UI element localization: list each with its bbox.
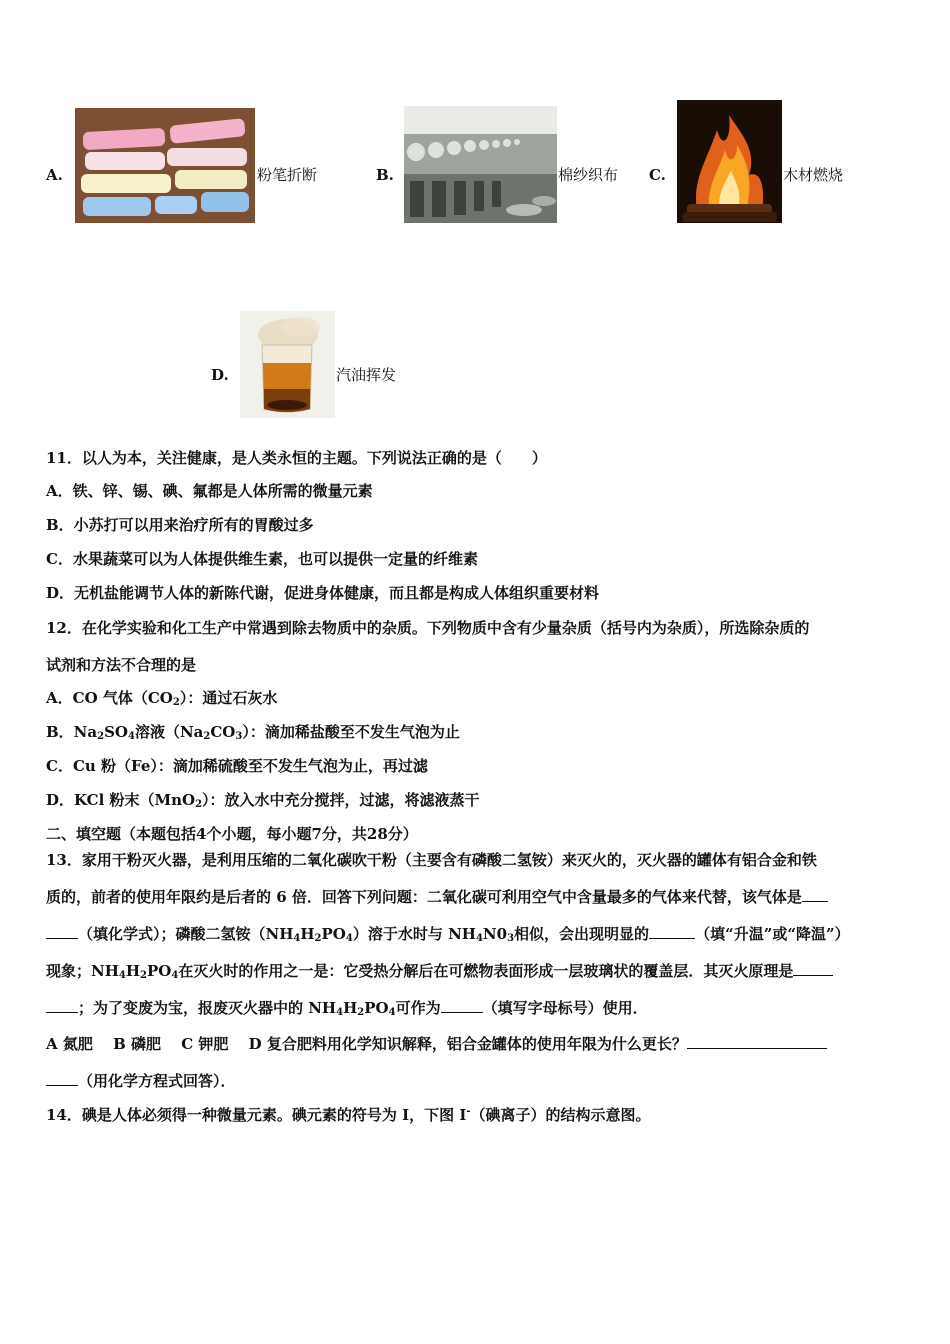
spinning-mill-photo (404, 106, 557, 223)
q13-blank-1a[interactable] (802, 887, 828, 902)
q12-option-b (46, 722, 460, 742)
q14-suffix: （碘离子）的结构示意图。 (470, 1106, 651, 1124)
q13-l3-f: 相似，会出现明显的 (514, 925, 650, 943)
q13-l4-b: H (125, 962, 141, 980)
option-b-caption: 棉纱织布 (558, 166, 619, 184)
q13-l3-s3: 4 (345, 933, 353, 944)
q13-l3-a: （填化学式）；磷酸二氢铵（NH (78, 925, 294, 943)
q13-blank-5b[interactable] (46, 1071, 78, 1086)
q13-l5-d: 可作为 (395, 999, 441, 1017)
q12-d-suffix: ）：放入水中充分搅拌，过滤，将滤液蒸干 (202, 791, 480, 809)
option-b-letter: B. (376, 166, 394, 184)
q12-b-p3: 溶液（Na (134, 723, 204, 741)
q13-l5-s2: 2 (357, 1007, 365, 1018)
chalk-sticks-photo (75, 108, 255, 223)
q11-option-c: C．水果蔬菜可以为人体提供维生素，也可以提供一定量的纤维素 (46, 550, 478, 568)
q14-prefix: 14．碘是人体必须得一种微量元素。碘元素的符号为 I，下图 I (46, 1106, 467, 1124)
q13-l5-s1: 4 (336, 1007, 344, 1018)
q13-line2 (46, 887, 828, 907)
q13-l3-s4: 4 (475, 933, 483, 944)
q13-l3-s5: 3 (507, 933, 515, 944)
q13-l5-b: H (343, 999, 358, 1017)
q13-blank-1b[interactable] (46, 924, 78, 939)
q13-blank-2[interactable] (649, 924, 695, 939)
q13-blank-4[interactable] (441, 998, 483, 1013)
q12-a-prefix: A．CO 气体（CO (46, 689, 173, 707)
q12-b-p1: B．Na (46, 723, 98, 741)
q12-b-p5: ）：滴加稀盐酸至不发生气泡为止 (242, 723, 460, 741)
q13-l2-text: 质的，前者的使用年限约是后者的 6 倍．回答下列问题：二氧化碳可利用空气中含量最多的气体来代替，该气体是 (46, 888, 802, 906)
q13-l3-d: ）溶于水时与 NH (352, 925, 476, 943)
q12-a-suffix: ）：通过石灰水 (179, 689, 278, 707)
q13-l3-s1: 4 (293, 933, 301, 944)
q13-l5-s3: 4 (388, 1007, 396, 1018)
q13-line7 (46, 1071, 236, 1091)
q13-l4-s1: 4 (118, 970, 126, 981)
q11-stem: 11．以人为本，关注健康，是人类永恒的主题。下列说法正确的是（ ） (46, 449, 547, 467)
q13-l5-c: PO (364, 999, 389, 1017)
q13-l3-e: N0 (482, 925, 508, 943)
q11-option-a: A．铁、锌、锡、碘、氟都是人体所需的微量元素 (46, 482, 373, 500)
gasoline-beaker-photo (240, 311, 335, 418)
q13-blank-5a[interactable] (687, 1034, 827, 1049)
q13-l4-a: 现象；NH (46, 962, 119, 980)
q13-l4-s2: 2 (140, 970, 148, 981)
q13-l3-g: （填“升温”或“降温”） (695, 925, 850, 943)
q11-option-b: B．小苏打可以用来治疗所有的胃酸过多 (46, 516, 314, 534)
q13-line1: 13．家用干粉灭火器，是利用压缩的二氧化碳吹干粉（主要含有磷酸二氢铵）来灭火的，灭火器的罐体有铝合金和铁 (46, 851, 817, 869)
q12-option-a (46, 688, 277, 708)
q13-line4 (46, 961, 833, 981)
q13-l4-s3: 4 (171, 970, 179, 981)
q13-line5 (46, 998, 648, 1018)
q12-b-s4: 3 (235, 731, 243, 742)
q12-stem-line1: 12．在化学实验和化工生产中常遇到除去物质中的杂质。下列物质中含有少量杂质（括号内为杂质），所选除杂质的 (46, 619, 810, 637)
q13-l7-text: （用化学方程式回答）． (78, 1072, 236, 1090)
section-2-heading: 二、填空题（本题包括4个小题，每小题7分，共28分） (46, 825, 418, 843)
option-d-caption: 汽油挥发 (336, 366, 397, 384)
option-c-caption: 木材燃烧 (783, 166, 844, 184)
q12-b-p2: SO (104, 723, 128, 741)
q13-l4-d: 在灭火时的作用之一是：它受热分解后在可燃物表面形成一层玻璃状的覆盖层．其灭火原理是 (178, 962, 794, 980)
q12-b-s3: 2 (203, 731, 211, 742)
q12-d-sub: 2 (195, 799, 203, 810)
q13-l4-c: PO (147, 962, 172, 980)
q14-sup: - (466, 1106, 471, 1117)
q13-l5-a: ；为了变废为宝，报废灭火器中的 NH (78, 999, 337, 1017)
q12-a-sub: 2 (172, 697, 180, 708)
q12-b-p4: CO (210, 723, 236, 741)
q14-stem (46, 1105, 651, 1125)
q13-l3-b: H (300, 925, 315, 943)
q12-d-prefix: D．KCl 粉末（MnO (46, 791, 196, 809)
q13-blank-3b[interactable] (46, 998, 78, 1013)
option-d-letter: D. (211, 366, 229, 384)
q12-b-s2: 4 (127, 731, 135, 742)
q13-l6-text: A 氮肥 B 磷肥 C 钾肥 D 复合肥料用化学知识解释，铝合金罐体的使用年限为什么更长？ (46, 1035, 687, 1053)
q11-option-d: D．无机盐能调节人体的新陈代谢，促进身体健康，而且都是构成人体组织重要材料 (46, 584, 600, 602)
q13-blank-3a[interactable] (793, 961, 833, 976)
option-a-letter: A. (46, 166, 63, 184)
q13-l3-c: PO (321, 925, 346, 943)
q13-line3 (46, 924, 850, 944)
burning-wood-photo (677, 100, 782, 223)
q12-stem-line2: 试剂和方法不合理的是 (46, 656, 197, 674)
q12-option-c: C．Cu 粉（Fe）：滴加稀硫酸至不发生气泡为止，再过滤 (46, 757, 428, 775)
option-c-letter: C. (649, 166, 666, 184)
q12-b-s1: 2 (97, 731, 105, 742)
q13-l3-s2: 2 (314, 933, 322, 944)
q12-option-d (46, 790, 480, 810)
q13-l5-e: （填写字母标号）使用． (482, 999, 648, 1017)
option-a-caption: 粉笔折断 (257, 166, 318, 184)
q13-line6 (46, 1034, 827, 1054)
